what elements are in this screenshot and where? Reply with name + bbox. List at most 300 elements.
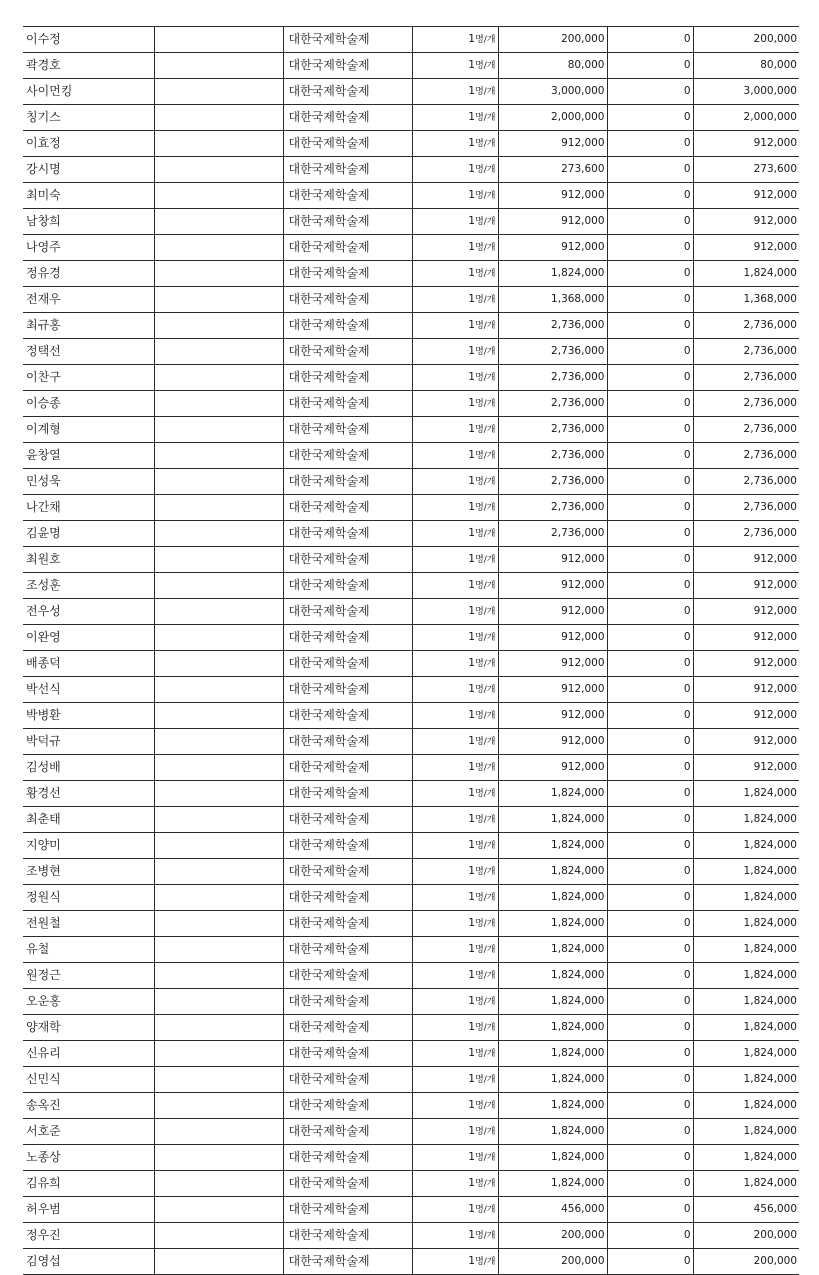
total-amount-cell: 912,000 <box>693 729 799 755</box>
quantity-value: 1 <box>468 1020 476 1033</box>
quantity-value: 1 <box>468 1150 476 1163</box>
unit-price-cell: 200,000 <box>498 1249 607 1275</box>
quantity-unit: 명/개 <box>475 711 496 721</box>
quantity-unit: 명/개 <box>475 451 496 461</box>
quantity-cell <box>412 911 498 937</box>
participant-name-cell: 신유리 <box>23 1041 154 1067</box>
unit-price-cell: 200,000 <box>498 1223 607 1249</box>
table-row <box>23 859 799 885</box>
quantity-cell <box>412 287 498 313</box>
quantity-unit: 명/개 <box>475 295 496 305</box>
participant-name-cell: 배종덕 <box>23 651 154 677</box>
participant-name-cell: 최원호 <box>23 547 154 573</box>
participant-name-cell: 유철 <box>23 937 154 963</box>
table-row <box>23 1093 799 1119</box>
quantity-unit: 명/개 <box>475 217 496 227</box>
quantity-unit: 명/개 <box>475 477 496 487</box>
note-cell <box>154 1067 283 1093</box>
table-row <box>23 781 799 807</box>
discount-cell: 0 <box>607 911 693 937</box>
quantity-unit: 명/개 <box>475 659 496 669</box>
unit-price-cell: 912,000 <box>498 677 607 703</box>
unit-price-cell: 912,000 <box>498 729 607 755</box>
quantity-unit: 명/개 <box>475 529 496 539</box>
quantity-value: 1 <box>468 396 476 409</box>
quantity-value: 1 <box>468 422 476 435</box>
discount-cell: 0 <box>607 53 693 79</box>
quantity-value: 1 <box>468 1176 476 1189</box>
quantity-unit: 명/개 <box>475 503 496 513</box>
event-name-cell: 대한국제학술제 <box>283 417 412 443</box>
event-name-cell: 대한국제학술제 <box>283 1223 412 1249</box>
quantity-value: 1 <box>468 552 476 565</box>
quantity-unit: 명/개 <box>475 165 496 175</box>
discount-cell: 0 <box>607 573 693 599</box>
quantity-value: 1 <box>468 344 476 357</box>
note-cell <box>154 339 283 365</box>
quantity-cell <box>412 365 498 391</box>
unit-price-cell: 2,736,000 <box>498 443 607 469</box>
event-name-cell: 대한국제학술제 <box>283 1171 412 1197</box>
quantity-cell <box>412 989 498 1015</box>
event-name-cell: 대한국제학술제 <box>283 729 412 755</box>
total-amount-cell: 2,736,000 <box>693 521 799 547</box>
discount-cell: 0 <box>607 963 693 989</box>
unit-price-cell: 273,600 <box>498 157 607 183</box>
event-name-cell: 대한국제학술제 <box>283 911 412 937</box>
unit-price-cell: 1,824,000 <box>498 885 607 911</box>
total-amount-cell: 2,736,000 <box>693 391 799 417</box>
quantity-cell <box>412 1145 498 1171</box>
note-cell <box>154 1041 283 1067</box>
discount-cell: 0 <box>607 1119 693 1145</box>
quantity-value: 1 <box>468 84 476 97</box>
discount-cell: 0 <box>607 1171 693 1197</box>
event-name-cell: 대한국제학술제 <box>283 937 412 963</box>
participant-name-cell: 서호준 <box>23 1119 154 1145</box>
total-amount-cell: 912,000 <box>693 651 799 677</box>
table-row <box>23 937 799 963</box>
event-name-cell: 대한국제학술제 <box>283 833 412 859</box>
quantity-cell <box>412 573 498 599</box>
participant-name-cell: 전우성 <box>23 599 154 625</box>
quantity-unit: 명/개 <box>475 789 496 799</box>
quantity-unit: 명/개 <box>475 347 496 357</box>
participant-name-cell: 사이먼킹 <box>23 79 154 105</box>
note-cell <box>154 365 283 391</box>
quantity-unit: 명/개 <box>475 113 496 123</box>
quantity-unit: 명/개 <box>475 243 496 253</box>
note-cell <box>154 599 283 625</box>
total-amount-cell: 2,736,000 <box>693 339 799 365</box>
quantity-value: 1 <box>468 318 476 331</box>
event-name-cell: 대한국제학술제 <box>283 859 412 885</box>
quantity-cell <box>412 391 498 417</box>
quantity-unit: 명/개 <box>475 1179 496 1189</box>
total-amount-cell: 1,824,000 <box>693 1093 799 1119</box>
discount-cell: 0 <box>607 859 693 885</box>
total-amount-cell: 1,824,000 <box>693 963 799 989</box>
discount-cell: 0 <box>607 79 693 105</box>
total-amount-cell: 912,000 <box>693 131 799 157</box>
note-cell <box>154 651 283 677</box>
quantity-value: 1 <box>468 630 476 643</box>
event-name-cell: 대한국제학술제 <box>283 313 412 339</box>
quantity-value: 1 <box>468 162 476 175</box>
discount-cell: 0 <box>607 287 693 313</box>
total-amount-cell: 1,824,000 <box>693 885 799 911</box>
participant-name-cell: 전재우 <box>23 287 154 313</box>
total-amount-cell: 1,824,000 <box>693 1171 799 1197</box>
quantity-value: 1 <box>468 1202 476 1215</box>
discount-cell: 0 <box>607 885 693 911</box>
quantity-value: 1 <box>468 812 476 825</box>
event-name-cell: 대한국제학술제 <box>283 391 412 417</box>
table-row <box>23 131 799 157</box>
participant-name-cell: 곽경호 <box>23 53 154 79</box>
note-cell <box>154 573 283 599</box>
quantity-unit: 명/개 <box>475 425 496 435</box>
unit-price-cell: 912,000 <box>498 183 607 209</box>
quantity-cell <box>412 547 498 573</box>
table-row <box>23 703 799 729</box>
participant-name-cell: 정택선 <box>23 339 154 365</box>
discount-cell: 0 <box>607 807 693 833</box>
unit-price-cell: 1,824,000 <box>498 1145 607 1171</box>
participant-name-cell: 이효정 <box>23 131 154 157</box>
total-amount-cell: 2,736,000 <box>693 443 799 469</box>
discount-cell: 0 <box>607 989 693 1015</box>
quantity-unit: 명/개 <box>475 61 496 71</box>
total-amount-cell: 912,000 <box>693 547 799 573</box>
total-amount-cell: 1,824,000 <box>693 833 799 859</box>
discount-cell: 0 <box>607 651 693 677</box>
note-cell <box>154 235 283 261</box>
event-name-cell: 대한국제학술제 <box>283 1067 412 1093</box>
table-row <box>23 391 799 417</box>
note-cell <box>154 27 283 53</box>
quantity-cell <box>412 1223 498 1249</box>
note-cell <box>154 1249 283 1275</box>
total-amount-cell: 2,000,000 <box>693 105 799 131</box>
discount-cell: 0 <box>607 833 693 859</box>
quantity-unit: 명/개 <box>475 373 496 383</box>
event-name-cell: 대한국제학술제 <box>283 105 412 131</box>
table-row <box>23 495 799 521</box>
unit-price-cell: 912,000 <box>498 209 607 235</box>
event-name-cell: 대한국제학술제 <box>283 1197 412 1223</box>
table-row <box>23 1197 799 1223</box>
quantity-value: 1 <box>468 58 476 71</box>
event-name-cell: 대한국제학술제 <box>283 235 412 261</box>
discount-cell: 0 <box>607 261 693 287</box>
table-row <box>23 261 799 287</box>
quantity-value: 1 <box>468 604 476 617</box>
unit-price-cell: 1,824,000 <box>498 807 607 833</box>
table-row <box>23 443 799 469</box>
total-amount-cell: 2,736,000 <box>693 417 799 443</box>
quantity-unit: 명/개 <box>475 555 496 565</box>
quantity-unit: 명/개 <box>475 815 496 825</box>
total-amount-cell: 1,368,000 <box>693 287 799 313</box>
total-amount-cell: 1,824,000 <box>693 859 799 885</box>
unit-price-cell: 2,736,000 <box>498 365 607 391</box>
participant-name-cell: 박선식 <box>23 677 154 703</box>
quantity-unit: 명/개 <box>475 1231 496 1241</box>
table-row <box>23 1067 799 1093</box>
unit-price-cell: 912,000 <box>498 755 607 781</box>
table-row <box>23 1145 799 1171</box>
quantity-value: 1 <box>468 240 476 253</box>
quantity-cell <box>412 235 498 261</box>
note-cell <box>154 911 283 937</box>
quantity-value: 1 <box>468 1228 476 1241</box>
quantity-cell <box>412 469 498 495</box>
event-name-cell: 대한국제학술제 <box>283 443 412 469</box>
note-cell <box>154 833 283 859</box>
total-amount-cell: 912,000 <box>693 235 799 261</box>
quantity-cell <box>412 339 498 365</box>
quantity-value: 1 <box>468 110 476 123</box>
table-row <box>23 79 799 105</box>
total-amount-cell: 1,824,000 <box>693 807 799 833</box>
quantity-value: 1 <box>468 292 476 305</box>
event-name-cell: 대한국제학술제 <box>283 963 412 989</box>
event-name-cell: 대한국제학술제 <box>283 703 412 729</box>
unit-price-cell: 2,000,000 <box>498 105 607 131</box>
unit-price-cell: 200,000 <box>498 27 607 53</box>
participant-name-cell: 이계형 <box>23 417 154 443</box>
total-amount-cell: 1,824,000 <box>693 1067 799 1093</box>
unit-price-cell: 1,824,000 <box>498 1041 607 1067</box>
note-cell <box>154 859 283 885</box>
event-name-cell: 대한국제학술제 <box>283 53 412 79</box>
participant-name-cell: 이수정 <box>23 27 154 53</box>
quantity-cell <box>412 703 498 729</box>
participant-name-cell: 김성배 <box>23 755 154 781</box>
quantity-value: 1 <box>468 890 476 903</box>
quantity-unit: 명/개 <box>475 867 496 877</box>
unit-price-cell: 1,824,000 <box>498 937 607 963</box>
discount-cell: 0 <box>607 391 693 417</box>
note-cell <box>154 677 283 703</box>
table-row <box>23 807 799 833</box>
participant-name-cell: 허우범 <box>23 1197 154 1223</box>
event-name-cell: 대한국제학술제 <box>283 209 412 235</box>
discount-cell: 0 <box>607 157 693 183</box>
quantity-value: 1 <box>468 578 476 591</box>
participant-name-cell: 조병현 <box>23 859 154 885</box>
discount-cell: 0 <box>607 599 693 625</box>
quantity-value: 1 <box>468 188 476 201</box>
quantity-value: 1 <box>468 838 476 851</box>
participant-name-cell: 노종상 <box>23 1145 154 1171</box>
unit-price-cell: 2,736,000 <box>498 313 607 339</box>
total-amount-cell: 1,824,000 <box>693 937 799 963</box>
event-name-cell: 대한국제학술제 <box>283 287 412 313</box>
table-row <box>23 183 799 209</box>
unit-price-cell: 912,000 <box>498 703 607 729</box>
event-name-cell: 대한국제학술제 <box>283 261 412 287</box>
quantity-value: 1 <box>468 1098 476 1111</box>
discount-cell: 0 <box>607 235 693 261</box>
quantity-value: 1 <box>468 942 476 955</box>
quantity-unit: 명/개 <box>475 191 496 201</box>
quantity-cell <box>412 651 498 677</box>
quantity-value: 1 <box>468 214 476 227</box>
participant-name-cell: 신민식 <box>23 1067 154 1093</box>
table-row <box>23 313 799 339</box>
unit-price-cell: 912,000 <box>498 235 607 261</box>
ledger-sheet <box>23 26 799 1275</box>
quantity-cell <box>412 1249 498 1275</box>
quantity-cell <box>412 625 498 651</box>
unit-price-cell: 1,824,000 <box>498 859 607 885</box>
discount-cell: 0 <box>607 547 693 573</box>
table-row <box>23 599 799 625</box>
total-amount-cell: 1,824,000 <box>693 911 799 937</box>
note-cell <box>154 391 283 417</box>
table-row <box>23 209 799 235</box>
note-cell <box>154 417 283 443</box>
quantity-cell <box>412 521 498 547</box>
table-row <box>23 651 799 677</box>
quantity-cell <box>412 183 498 209</box>
quantity-unit: 명/개 <box>475 87 496 97</box>
quantity-cell <box>412 1015 498 1041</box>
note-cell <box>154 261 283 287</box>
event-name-cell: 대한국제학술제 <box>283 677 412 703</box>
note-cell <box>154 807 283 833</box>
quantity-cell <box>412 209 498 235</box>
discount-cell: 0 <box>607 703 693 729</box>
table-row <box>23 963 799 989</box>
table-row <box>23 235 799 261</box>
quantity-value: 1 <box>468 656 476 669</box>
event-name-cell: 대한국제학술제 <box>283 1093 412 1119</box>
unit-price-cell: 912,000 <box>498 599 607 625</box>
discount-cell: 0 <box>607 313 693 339</box>
quantity-value: 1 <box>468 708 476 721</box>
table-row <box>23 521 799 547</box>
event-name-cell: 대한국제학술제 <box>283 1041 412 1067</box>
discount-cell: 0 <box>607 781 693 807</box>
unit-price-cell: 2,736,000 <box>498 417 607 443</box>
note-cell <box>154 313 283 339</box>
event-name-cell: 대한국제학술제 <box>283 781 412 807</box>
total-amount-cell: 912,000 <box>693 573 799 599</box>
note-cell <box>154 53 283 79</box>
table-row <box>23 573 799 599</box>
discount-cell: 0 <box>607 1197 693 1223</box>
quantity-unit: 명/개 <box>475 399 496 409</box>
quantity-cell <box>412 443 498 469</box>
event-name-cell: 대한국제학술제 <box>283 1015 412 1041</box>
note-cell <box>154 1119 283 1145</box>
note-cell <box>154 729 283 755</box>
quantity-value: 1 <box>468 448 476 461</box>
quantity-unit: 명/개 <box>475 841 496 851</box>
total-amount-cell: 912,000 <box>693 625 799 651</box>
total-amount-cell: 912,000 <box>693 183 799 209</box>
discount-cell: 0 <box>607 625 693 651</box>
table-row <box>23 625 799 651</box>
quantity-value: 1 <box>468 786 476 799</box>
participant-name-cell: 전원철 <box>23 911 154 937</box>
unit-price-cell: 1,824,000 <box>498 261 607 287</box>
discount-cell: 0 <box>607 495 693 521</box>
ledger-table <box>23 26 799 1275</box>
discount-cell: 0 <box>607 183 693 209</box>
unit-price-cell: 1,368,000 <box>498 287 607 313</box>
event-name-cell: 대한국제학술제 <box>283 599 412 625</box>
quantity-value: 1 <box>468 136 476 149</box>
participant-name-cell: 정우진 <box>23 1223 154 1249</box>
total-amount-cell: 200,000 <box>693 27 799 53</box>
event-name-cell: 대한국제학술제 <box>283 885 412 911</box>
quantity-value: 1 <box>468 500 476 513</box>
table-row <box>23 677 799 703</box>
quantity-value: 1 <box>468 916 476 929</box>
quantity-value: 1 <box>468 682 476 695</box>
participant-name-cell: 나영주 <box>23 235 154 261</box>
participant-name-cell: 최규홍 <box>23 313 154 339</box>
quantity-unit: 명/개 <box>475 581 496 591</box>
event-name-cell: 대한국제학술제 <box>283 27 412 53</box>
unit-price-cell: 3,000,000 <box>498 79 607 105</box>
participant-name-cell: 박병환 <box>23 703 154 729</box>
quantity-value: 1 <box>468 1124 476 1137</box>
quantity-value: 1 <box>468 864 476 877</box>
total-amount-cell: 912,000 <box>693 755 799 781</box>
table-row <box>23 27 799 53</box>
participant-name-cell: 지양미 <box>23 833 154 859</box>
total-amount-cell: 1,824,000 <box>693 1119 799 1145</box>
table-row <box>23 1041 799 1067</box>
table-row <box>23 755 799 781</box>
discount-cell: 0 <box>607 1015 693 1041</box>
participant-name-cell: 이승종 <box>23 391 154 417</box>
quantity-unit: 명/개 <box>475 1023 496 1033</box>
quantity-unit: 명/개 <box>475 35 496 45</box>
event-name-cell: 대한국제학술제 <box>283 521 412 547</box>
discount-cell: 0 <box>607 521 693 547</box>
quantity-value: 1 <box>468 370 476 383</box>
quantity-unit: 명/개 <box>475 685 496 695</box>
unit-price-cell: 1,824,000 <box>498 911 607 937</box>
note-cell <box>154 781 283 807</box>
note-cell <box>154 495 283 521</box>
quantity-cell <box>412 963 498 989</box>
table-row <box>23 729 799 755</box>
participant-name-cell: 오운홍 <box>23 989 154 1015</box>
event-name-cell: 대한국제학술제 <box>283 1145 412 1171</box>
total-amount-cell: 80,000 <box>693 53 799 79</box>
discount-cell: 0 <box>607 209 693 235</box>
total-amount-cell: 1,824,000 <box>693 1015 799 1041</box>
event-name-cell: 대한국제학술제 <box>283 573 412 599</box>
unit-price-cell: 1,824,000 <box>498 1119 607 1145</box>
quantity-cell <box>412 313 498 339</box>
quantity-unit: 명/개 <box>475 1101 496 1111</box>
total-amount-cell: 200,000 <box>693 1223 799 1249</box>
total-amount-cell: 912,000 <box>693 703 799 729</box>
quantity-value: 1 <box>468 1254 476 1267</box>
total-amount-cell: 1,824,000 <box>693 1145 799 1171</box>
quantity-unit: 명/개 <box>475 1127 496 1137</box>
quantity-value: 1 <box>468 994 476 1007</box>
participant-name-cell: 송옥진 <box>23 1093 154 1119</box>
